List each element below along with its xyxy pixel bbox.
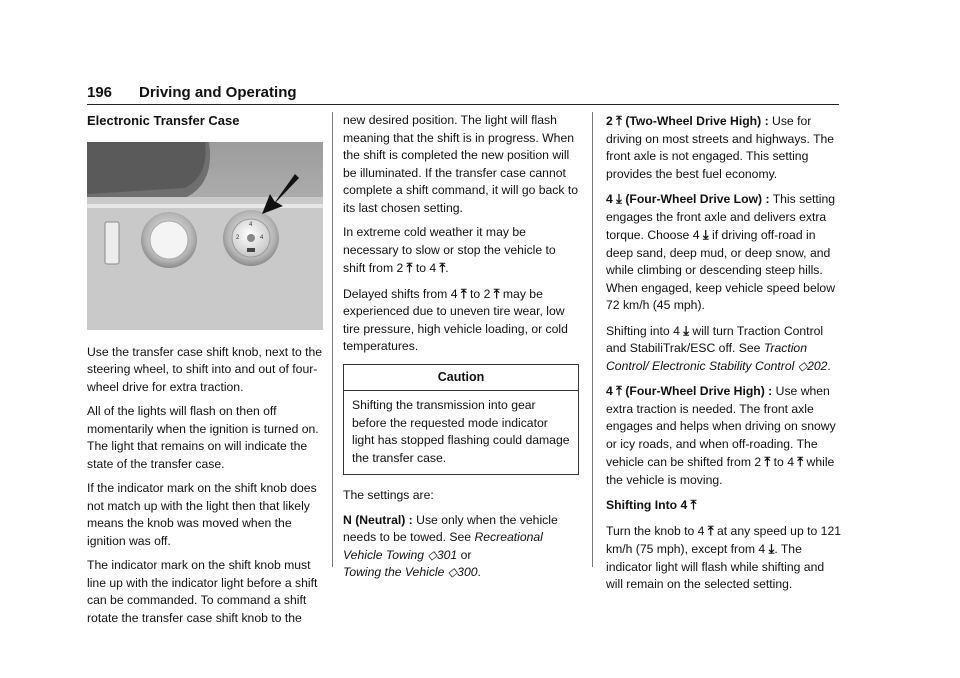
caution-text: Shifting the transmission into gear before the requested mode indicator light has stopped flashing could damage the transfer case. [352,398,570,465]
down-arrow-icon: ⤓ [768,541,775,556]
page-ref-icon: ◇ [447,565,458,579]
setting-two-wheel-high: 2 ⤒ (Two-Wheel Drive High) : Use for driving on most streets and highways. The front axle is not engaged. This setting provides the best fuel economy. [606,113,835,181]
transfer-case-knob-photo [87,142,323,330]
caution-box [343,364,579,476]
term: (Two-Wheel Drive High) : [625,114,769,128]
column-1 [87,112,323,634]
cross-reference-link[interactable]: Recreational Vehicle Towing [343,530,543,562]
up-arrow-icon: ⤒ [797,454,804,469]
page-header [87,84,839,104]
paragraph: If the indicator mark on the shift knob does not match up with the light then that likely means the knob was moved when the ignition was off. [87,481,317,548]
term: (Four-Wheel Drive Low) : [625,192,770,206]
down-arrow-icon: ⤓ [683,322,689,338]
subheading: Shifting Into 4 ⤒ [606,497,697,512]
page-ref[interactable]: 301 [436,547,458,562]
paragraph: Turn the knob to 4 ⤒ at any speed up to 121 km/h (75 mph), except from 4 ⤓. The indicator light will flash while shifting and will remain on the selected setting. [606,522,842,591]
column-2 [343,112,579,589]
up-arrow-icon: ⤒ [493,285,500,301]
up-arrow-icon: ⤒ [616,383,622,398]
term: N (Neutral) : [343,512,413,527]
up-arrow-icon: ⤒ [616,113,622,128]
up-arrow-icon: ⤒ [439,260,446,275]
paragraph: In extreme cold weather it may be necessary to slow or stop the vehicle to shift from 2 ⤒ to 4 ⤒. [343,225,556,275]
setting-four-wheel-high: 4 ⤒ (Four-Wheel Drive High) : Use when extra traction is needed. The front axle engages and helps when driving on snowy or icy roads, and when off-roading. The vehicle can be shifted from 2 ⤒ to 4 ⤒ while the vehicle is moving. [606,383,836,487]
setting-neutral: N (Neutral) : Use only when the vehicle needs to be towed. See Recreational Vehicle Towing ◇301 or Towing the Vehicle ◇300. [343,512,558,579]
knob-label: 4 [260,234,264,241]
column-divider [592,112,593,567]
page-header-title: Driving and Operating [139,84,297,101]
paragraph: All of the lights will flash on then off momentarily when the ignition is turned on. The light that remains on will indicate the state of the transfer case. [87,404,319,471]
up-arrow-icon: ⤒ [460,285,467,301]
page-ref[interactable]: 300 [457,565,478,579]
caution-title: Caution [344,365,578,392]
down-arrow-icon: ⤓ [616,191,622,206]
page-ref-icon: ◇ [427,547,437,562]
knob-label: 2 [236,234,240,241]
paragraph: The settings are: [343,488,434,502]
up-arrow-icon: ⤒ [690,497,697,512]
column-divider [332,112,333,567]
paragraph: The indicator mark on the shift knob must line up with the indicator light before a shift can be commanded. To command a shift rotate the transfer case shift knob to the [87,558,318,625]
paragraph: Shifting into 4 ⤓ will turn Traction Control and StabiliTrak/ESC off. See Traction Control/ Electronic Stability Control ◇202. [606,322,831,373]
setting-four-wheel-low: 4 ⤓ (Four-Wheel Drive Low) : This setting engages the front axle and delivers extra torque. Choose 4 ⤓ if driving off-road in deep sand, deep mud, or deep snow, and while climbing or descending steep hills. When engaged, keep vehicle speed below 72 km/h (45 mph). [606,191,836,312]
cross-reference-link[interactable]: Traction Control/ Electronic Stability Control [606,341,807,373]
header-rule [87,104,839,105]
page-ref[interactable]: 202 [807,358,828,373]
knob-label: 4 [249,221,253,228]
page-ref-icon: ◇ [797,358,808,373]
paragraph: Use the transfer case shift knob, next to the steering wheel, to shift into and out of four-wheel drive for extra traction. [87,344,323,394]
up-arrow-icon: ⤒ [406,260,413,275]
section-title: Electronic Transfer Case [87,113,240,128]
paragraph: Delayed shifts from 4 ⤒ to 2 ⤒ may be experienced due to uneven tire wear, low tire pressure, high vehicle loading, or cold temperatures. [343,285,568,353]
up-arrow-icon: ⤒ [707,522,714,538]
up-arrow-icon: ⤒ [764,454,771,469]
term: (Four-Wheel Drive High) : [625,384,773,398]
column-3 [606,112,841,601]
page-number: 196 [87,84,113,101]
paragraph: new desired position. The light will flash meaning that the shift is in progress. When the shift is completed the new position will be illuminated. If the transfer case cannot complete a shift command, it will go back to its last chosen setting. [343,113,579,215]
down-arrow-icon: ⤓ [702,227,709,242]
cross-reference-link[interactable]: Towing the Vehicle [343,565,445,579]
